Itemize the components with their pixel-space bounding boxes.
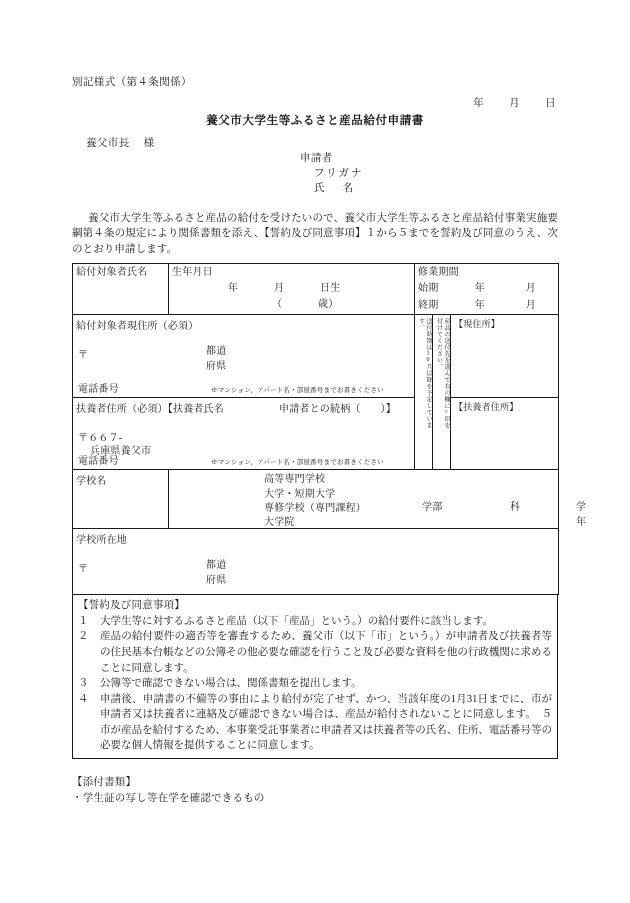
recipient-name-label: 給付対象者氏名 — [76, 266, 148, 278]
period-end-label: 終期 — [418, 299, 439, 311]
pledge-item-text: 申請後、申請書の不備等の事由により給付が完了せず、かつ、当該年度の1月31日までに、市が申請者又は扶養者に連絡及び確認できない場合は、産品が給付されないことに同意します。 ５ 市が産品を給付するため、本事業受託事業者に申請者又は扶養者等の氏名、住所、電話番号等の必要な個人情報を提供することに同意します。 — [100, 693, 563, 752]
pledge-item-number: １ — [78, 615, 89, 627]
current-address-body — [76, 332, 411, 395]
addressee-name: 養父市長 — [86, 138, 130, 149]
current-prefecture-labels: 都道 府県 — [206, 346, 227, 373]
destination-current-label: 【現住所】 — [454, 319, 501, 330]
period-start-line — [418, 282, 555, 296]
addressee-line — [86, 135, 558, 150]
destination-guardian-label: 【扶養者住所】 — [454, 402, 519, 413]
cell-study-period[interactable] — [415, 263, 559, 315]
table-row-school-address — [73, 529, 559, 595]
cell-guardian-address[interactable] — [73, 398, 415, 470]
cell-current-address[interactable] — [73, 315, 415, 398]
pledge-title: 【誓約及び同意事項】 — [78, 600, 185, 612]
pledge-item — [78, 614, 552, 630]
period-start-year: 年 — [474, 283, 485, 295]
cell-birthdate[interactable] — [169, 263, 415, 315]
school-body — [172, 472, 587, 528]
pledge-item-number: ４ — [78, 693, 89, 705]
birthdate-age — [172, 298, 411, 312]
birth-month-label: 月 — [274, 283, 285, 295]
birth-day-label: 日生 — [320, 283, 341, 295]
school-address-label: 学校所在地 — [76, 535, 127, 547]
application-table — [72, 263, 587, 596]
vertical-note-line2: 送付時期は10月以降を予定しています。 — [417, 318, 431, 429]
school-type-list[interactable] — [264, 473, 366, 530]
pledge-item-text: 産品の給付要件の適否等を審査するため、養父市（以下「市」という。）が申請者及び扶養者等の住民基本台帳などの公簿その他必要な確認を行うこと及び必要な資料を他の行政機関に求めることに同意します。 — [100, 631, 552, 674]
school-faculty-label: 学部 — [422, 502, 443, 514]
cell-destination-guardian[interactable] — [451, 398, 559, 470]
cell-vertical-note-1 — [433, 315, 451, 470]
attachments-title: 【添付書類】 — [72, 776, 137, 788]
cell-school-body[interactable] — [169, 470, 587, 529]
birthdate-ymd — [172, 282, 411, 296]
applicant-name-label: 氏 名 — [314, 183, 354, 195]
pledge-item-text: 公簿等で確認できない場合は、関係書類を提出します。 — [100, 678, 362, 690]
applicant-block — [72, 151, 558, 197]
pledge-section — [72, 595, 563, 758]
school-name-label: 学校名 — [76, 476, 107, 488]
guardian-tel-label: 電話番号 — [78, 456, 119, 468]
school-type-option[interactable]: 大学院 — [264, 516, 295, 528]
form-code: 別記様式（第４条関係） — [72, 77, 192, 88]
intro-text: 養父市大学生等ふるさと産品の給付を受けたいので、養父市大学生等ふるさと産品給付事業実施要綱第４条の規定により関係書類を添え、【誓約及び同意事項】１から５までを誓約及び同意のうえ、次のとおり申請します。 — [72, 212, 558, 256]
pledge-item — [78, 629, 552, 676]
school-grade-label: 学年 — [576, 502, 587, 528]
guardian-address-label: 扶養者住所（必須）【扶養者氏名 — [76, 404, 224, 416]
pledge-item-number: ３ — [78, 678, 89, 690]
addressee-honorific: 様 — [143, 138, 155, 149]
pledge-item — [78, 692, 563, 754]
current-tel-label: 電話番号 — [78, 384, 119, 396]
table-row-guardian-address — [73, 398, 559, 470]
cell-destination-current[interactable] — [451, 315, 559, 398]
school-department-label: 科 — [510, 502, 521, 514]
guardian-relation-label: 申請者との続柄（ — [279, 404, 361, 416]
current-address-label: 給付対象者現住所（必須） — [76, 321, 199, 333]
date-line — [72, 95, 558, 110]
school-type-option[interactable]: 大学・短期大学 — [264, 488, 336, 500]
table-row-school — [73, 470, 559, 529]
school-type-option[interactable]: 専修学校（専門課程） — [264, 502, 366, 514]
pledge-item-number: ２ — [78, 631, 89, 643]
cell-school-label — [73, 470, 169, 529]
study-period-label: 修業期間 — [418, 266, 459, 278]
period-start-month: 月 — [525, 283, 536, 295]
age-open-paren: （ — [272, 298, 283, 310]
applicant-furigana-label: フリガナ — [314, 168, 364, 180]
table-row-name — [73, 263, 559, 315]
document-title: 養父市大学生等ふるさと産品給付申請書 — [206, 115, 424, 127]
document-content — [72, 74, 587, 807]
attachments-section — [72, 775, 558, 808]
age-label: 歳） — [318, 298, 339, 310]
school-type-option[interactable]: 高等専門学校 — [264, 474, 326, 486]
attachment-item: ・学生証の写し等在学を確認できるもの — [72, 792, 265, 804]
guardian-address-label-line — [76, 400, 411, 415]
period-end-year: 年 — [474, 299, 485, 311]
intro-paragraph — [72, 211, 558, 258]
guardian-address-body — [76, 415, 411, 467]
date-month-label: 月 — [509, 98, 521, 109]
current-address-note: ※マンション、アパート名・部屋番号までお書きください — [211, 387, 384, 395]
period-end-month: 月 — [525, 299, 536, 311]
guardian-postal: 〒６６７- — [78, 433, 123, 445]
applicant-label: 申請者 — [300, 153, 333, 164]
vertical-note-line1: 産品の送付先を選んで右の欄に○印を付けてください。 — [435, 318, 449, 429]
birth-year-label: 年 — [228, 283, 239, 295]
school-address-body — [76, 546, 555, 592]
school-prefecture-labels: 都道 府県 — [206, 560, 227, 587]
guardian-prefecture-city: 兵庫県養父市 — [90, 446, 152, 458]
guardian-address-note: ※マンション、アパート名・部屋番号までお書きください — [211, 459, 384, 467]
pledge-item-text: 大学生等に対するふるさと産品（以下「産品」という。）の給付要件に該当します。 — [100, 615, 493, 627]
birthdate-label: 生年月日 — [172, 266, 213, 278]
date-day-label: 日 — [545, 98, 556, 109]
date-year-label: 年 — [473, 98, 485, 109]
cell-school-address[interactable] — [73, 529, 559, 595]
cell-vertical-note-2 — [415, 315, 433, 470]
guardian-relation-close: ）】 — [380, 404, 397, 416]
period-end-line — [418, 299, 555, 313]
pledge-item — [78, 676, 552, 692]
cell-recipient-name[interactable] — [73, 263, 169, 315]
school-postal-mark: 〒 — [78, 564, 89, 576]
current-postal-mark: 〒 — [78, 350, 89, 362]
table-row-current-address — [73, 315, 559, 398]
period-start-label: 始期 — [418, 283, 439, 295]
